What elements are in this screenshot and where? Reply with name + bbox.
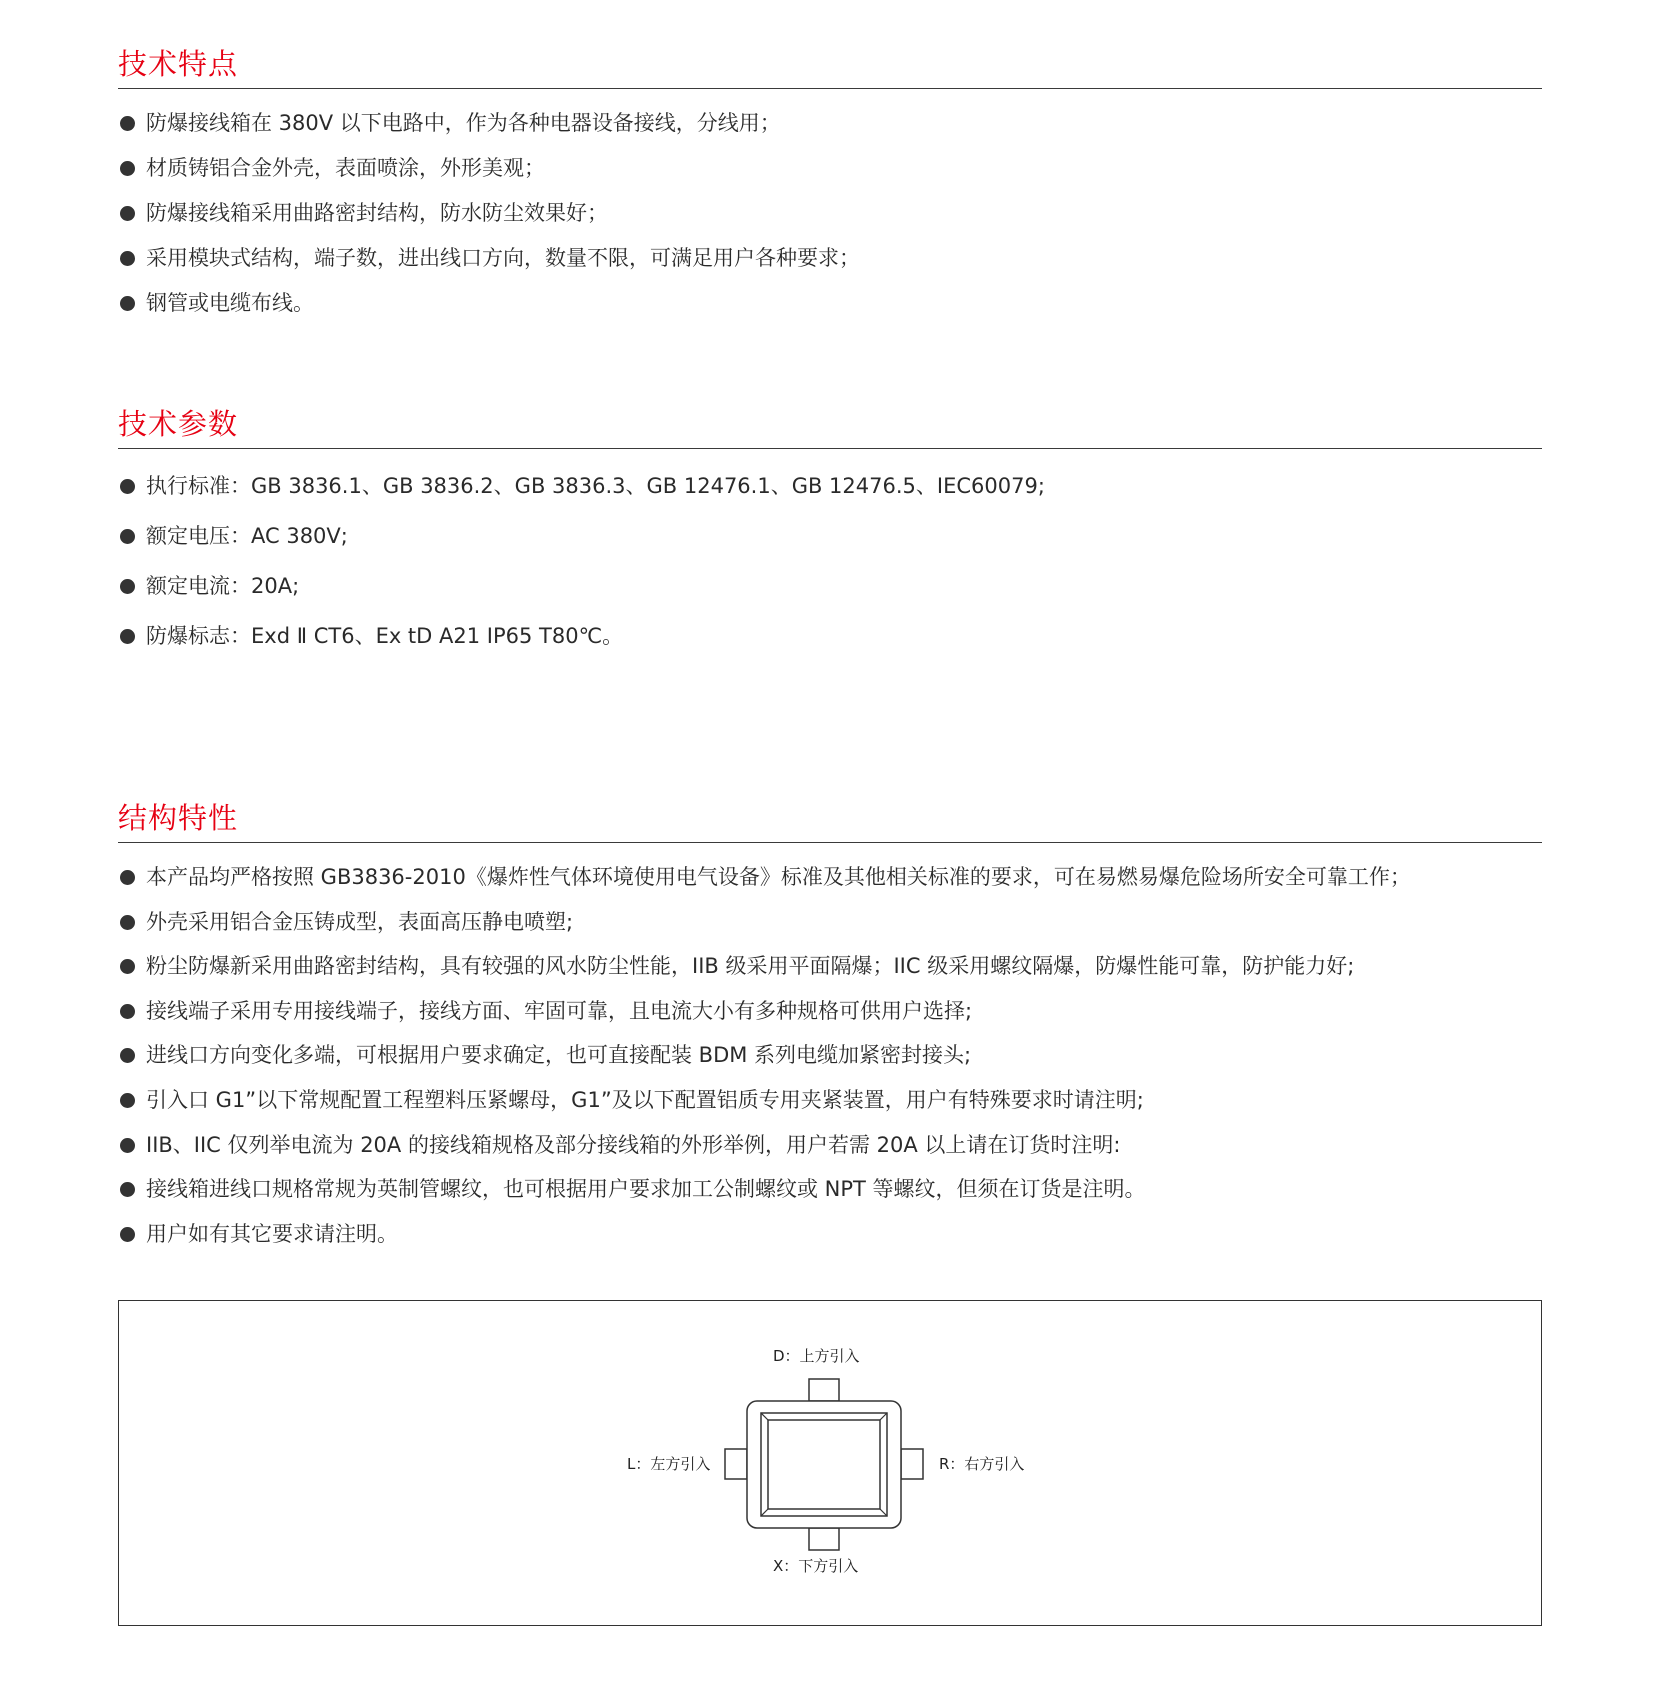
bullet-icon [120, 296, 135, 311]
bullet-icon [120, 1004, 135, 1019]
section-title: 技术参数 [118, 407, 239, 441]
list-item: 额定电压：AC 380V; [118, 511, 1542, 561]
section-tech-features [118, 44, 1542, 326]
bullet-icon [120, 959, 135, 974]
bullet-icon [120, 479, 135, 494]
list-item: 粉尘防爆新采用曲路密封结构，具有较强的风水防尘性能，IIB 级采用平面隔爆；IIC 级采用螺纹隔爆，防爆性能可靠，防护能力好; [118, 944, 1542, 989]
list-item: 防爆接线箱采用曲路密封结构，防水防尘效果好； [118, 191, 1542, 236]
section-divider [118, 448, 1542, 449]
list-item: 材质铸铝合金外壳，表面喷涂，外形美观； [118, 146, 1542, 191]
feature-list [118, 101, 1542, 326]
list-item: 接线箱进线口规格常规为英制管螺纹，也可根据用户要求加工公制螺纹或 NPT 等螺纹，但须在订货是注明。 [118, 1167, 1542, 1212]
list-item: 引入口 G1”以下常规配置工程塑料压紧螺母，G1”及以下配置铝质专用夹紧装置，用户有特殊要求时请注明; [118, 1078, 1542, 1123]
list-item: 防爆标志：Exd Ⅱ CT6、Ex tD A21 IP65 T80℃。 [118, 611, 1542, 661]
bullet-icon [120, 116, 135, 131]
bullet-icon [120, 1138, 135, 1153]
left-entry-label: L：左方引入 [627, 1455, 711, 1473]
top-entry-port [809, 1379, 839, 1401]
list-item: 钢管或电缆布线。 [118, 281, 1542, 326]
section-structure [118, 798, 1542, 1256]
bullet-icon [120, 1048, 135, 1063]
list-item: 额定电流：20A; [118, 561, 1542, 611]
bottom-entry-port [809, 1528, 839, 1550]
section-divider [118, 842, 1542, 843]
section-tech-params [118, 404, 1542, 661]
bullet-icon [120, 870, 135, 885]
list-item: 进线口方向变化多端，可根据用户要求确定，也可直接配装 BDM 系列电缆加紧密封接头; [118, 1033, 1542, 1078]
bullet-icon [120, 529, 135, 544]
section-title: 结构特性 [118, 801, 239, 835]
top-entry-label: D：上方引入 [773, 1347, 860, 1365]
bullet-icon [120, 1093, 135, 1108]
bullet-icon [120, 1182, 135, 1197]
section-divider [118, 88, 1542, 89]
list-item: 采用模块式结构，端子数，进出线口方向，数量不限，可满足用户各种要求； [118, 236, 1542, 281]
list-item: 本产品均严格按照 GB3836-2010《爆炸性气体环境使用电气设备》标准及其他相关标准的要求，可在易燃易爆危险场所安全可靠工作； [118, 855, 1542, 900]
list-item: 防爆接线箱在 380V 以下电路中，作为各种电器设备接线，分线用； [118, 101, 1542, 146]
left-entry-port [725, 1449, 747, 1479]
bullet-icon [120, 915, 135, 930]
list-item: 执行标准：GB 3836.1、GB 3836.2、GB 3836.3、GB 12476.1、GB 12476.5、IEC60079; [118, 461, 1542, 511]
structure-list [118, 855, 1542, 1256]
param-list [118, 461, 1542, 661]
bullet-icon [120, 206, 135, 221]
right-entry-port [901, 1449, 923, 1479]
right-entry-label: R：右方引入 [939, 1455, 1025, 1473]
bottom-entry-label: X：下方引入 [773, 1557, 859, 1575]
entry-direction-diagram [118, 1300, 1542, 1626]
bullet-icon [120, 629, 135, 644]
bullet-icon [120, 1227, 135, 1242]
bullet-icon [120, 251, 135, 266]
bullet-icon [120, 161, 135, 176]
list-item: 接线端子采用专用接线端子，接线方面、牢固可靠，且电流大小有多种规格可供用户选择; [118, 989, 1542, 1034]
section-title: 技术特点 [118, 47, 239, 81]
box-cover-panel [768, 1420, 880, 1509]
list-item: 用户如有其它要求请注明。 [118, 1212, 1542, 1257]
bullet-icon [120, 579, 135, 594]
list-item: 外壳采用铝合金压铸成型，表面高压静电喷塑; [118, 900, 1542, 945]
list-item: IIB、IIC 仅列举电流为 20A 的接线箱规格及部分接线箱的外形举例，用户若需 20A 以上请在订货时注明: [118, 1123, 1542, 1168]
junction-box-diagram [119, 1301, 1543, 1627]
